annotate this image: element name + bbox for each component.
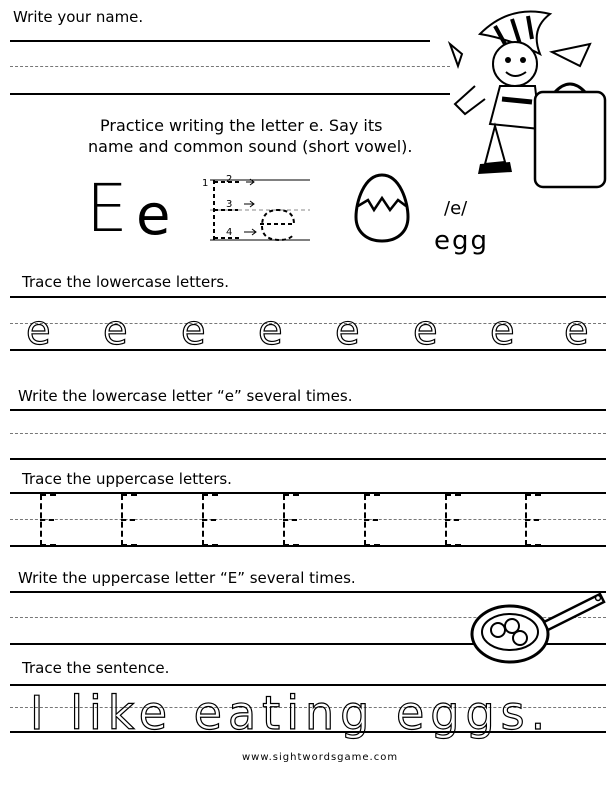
trace-lower-base-line[interactable]: [10, 349, 606, 351]
trace-lower-top-line: [10, 296, 606, 298]
write-lower-top-line: [10, 409, 606, 411]
elf-illustration: [440, 4, 610, 194]
frying-pan-illustration: [468, 584, 608, 664]
trace-lower-e-6[interactable]: e: [413, 308, 438, 354]
name-label: Write your name.: [13, 8, 144, 26]
trace-upper-base-line[interactable]: [10, 545, 606, 547]
section-trace-sentence-label: Trace the sentence.: [22, 659, 170, 677]
section-write-uppercase-label: Write the uppercase letter “E” several times.: [18, 569, 356, 587]
trace-upper-e-2[interactable]: [121, 494, 137, 546]
instruction-line-2: name and common sound (short vowel).: [88, 137, 413, 156]
trace-lower-e-8[interactable]: e: [564, 308, 589, 354]
trace-sentence-text[interactable]: I like eating eggs.: [30, 686, 552, 740]
stroke-order-guide: [198, 174, 313, 244]
big-lowercase-letter: e: [136, 183, 171, 248]
trace-upper-e-5[interactable]: [364, 494, 380, 546]
footer-url: www.sightwordsgame.com: [242, 752, 399, 763]
stroke-number-1: 1: [202, 178, 209, 189]
name-top-line: [10, 40, 430, 42]
write-lower-mid-line: [10, 433, 606, 434]
trace-lower-e-2[interactable]: e: [103, 308, 128, 354]
stroke-number-4: 4: [226, 227, 233, 238]
section-trace-lowercase-label: Trace the lowercase letters.: [22, 273, 230, 291]
trace-upper-e-3[interactable]: [202, 494, 218, 546]
trace-upper-e-6[interactable]: [445, 494, 461, 546]
trace-upper-e-7[interactable]: [525, 494, 541, 546]
name-mid-line: [10, 66, 450, 67]
big-uppercase-letter: E: [86, 170, 128, 247]
egg-illustration: [352, 172, 412, 244]
section-write-lowercase-label: Write the lowercase letter “e” several times.: [18, 387, 353, 405]
name-base-line[interactable]: [10, 93, 450, 95]
trace-upper-e-4[interactable]: [283, 494, 299, 546]
trace-lower-e-1[interactable]: e: [26, 308, 51, 354]
phonetic-symbol: /e/: [444, 198, 468, 219]
trace-lower-e-3[interactable]: e: [181, 308, 206, 354]
trace-upper-top-line: [10, 492, 606, 494]
stroke-number-2: 2: [226, 174, 233, 185]
trace-upper-mid-line: [10, 519, 606, 520]
trace-lower-e-7[interactable]: e: [490, 308, 515, 354]
section-trace-uppercase-label: Trace the uppercase letters.: [22, 470, 232, 488]
trace-lower-e-5[interactable]: e: [335, 308, 360, 354]
example-word: egg: [434, 226, 490, 256]
trace-lower-mid-line: [10, 323, 606, 324]
trace-lower-e-4[interactable]: e: [258, 308, 283, 354]
write-lower-base-line[interactable]: [10, 458, 606, 460]
stroke-number-3: 3: [226, 199, 233, 210]
instruction-line-1: Practice writing the letter e. Say its: [100, 116, 383, 135]
trace-upper-e-1[interactable]: [40, 494, 56, 546]
